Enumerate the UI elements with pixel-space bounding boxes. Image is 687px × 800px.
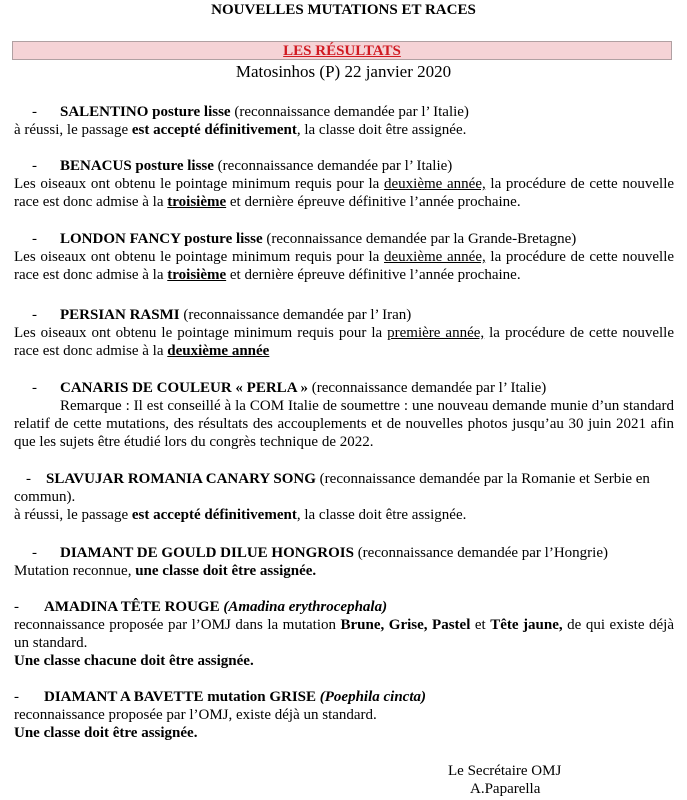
entry-request: (reconnaissance demandée par l’ Italie) [307, 380, 547, 396]
results-banner [12, 41, 672, 60]
entry-decision: Une classe doit être assignée. [14, 725, 198, 741]
entry-diamant-bavette [14, 688, 674, 742]
entry-dash: - [32, 545, 37, 561]
entry-latin-name: (Amadina erythrocephala) [223, 599, 388, 615]
entry-text: à réussi, le passage [14, 122, 132, 138]
entry-text: la procédure de cette nouvelle race est donc admise à la [14, 176, 675, 210]
entry-dash: - [32, 104, 37, 120]
signature-name: A.Paparella [470, 781, 541, 797]
entry-text: et dernière épreuve définitive l’année prochaine. [226, 194, 521, 210]
entry-decision: Une classe chacune doit être assignée. [14, 653, 254, 669]
entry-text: Les oiseaux ont obtenu le pointage minimum requis pour la [14, 176, 385, 192]
entry-stage: troisième [167, 194, 227, 210]
entry-mutations: Brune, Grise, Pastel [340, 617, 471, 633]
entry-name: BENACUS posture lisse [60, 158, 214, 174]
entry-year: deuxième année, [384, 249, 486, 265]
entry-dash: - [32, 158, 37, 174]
entry-stage: troisième [167, 267, 227, 283]
entry-name: DIAMANT A BAVETTE mutation GRISE [44, 689, 320, 705]
entry-name: DIAMANT DE GOULD DILUE HONGROIS [60, 545, 354, 561]
entry-benacus [14, 157, 674, 211]
entry-text: à réussi, le passage [14, 507, 132, 523]
entry-canaris-perla [14, 379, 674, 451]
entry-text: Les oiseaux ont obtenu le pointage minimum requis pour la [14, 325, 388, 341]
location-date: Matosinhos (P) 22 janvier 2020 [235, 62, 452, 81]
entry-request: (reconnaissance demandée par l’ Iran) [179, 307, 412, 323]
entry-decision: est accepté définitivement [131, 122, 297, 138]
results-banner-text: LES RÉSULTATS [283, 43, 401, 59]
entry-remark: Remarque : Il est conseillé à la COM Italie de soumettre : une nouveau demande munie d’un standard relatif de cette mutations, des résultats des accouplements et de nouvelles photos jusqu’au 30 juin 2021 afin que les sujets être étudié lors du congrès technique de 2022. [14, 398, 674, 450]
entry-text: la procédure de cette nouvelle race est donc admise à la [14, 249, 675, 283]
entry-text: Les oiseaux ont obtenu le pointage minimum requis pour la [14, 249, 385, 265]
entry-name: LONDON FANCY posture lisse [60, 231, 263, 247]
entry-request: (reconnaissance demandée par la Grande-Bretagne) [262, 231, 577, 247]
entry-text: reconnaissance proposée par l’OMJ, existe déjà un standard. [14, 707, 377, 723]
page-title: NOUVELLES MUTATIONS ET RACES [211, 2, 476, 18]
entry-request: (reconnaissance demandée par l’Hongrie) [353, 545, 608, 561]
entry-stage: deuxième année [167, 343, 270, 359]
entry-text: reconnaissance proposée par l’OMJ dans la mutation [14, 617, 341, 633]
entry-name: SALENTINO posture lisse [60, 104, 231, 120]
entry-text: et [470, 617, 491, 633]
entry-london-fancy [14, 230, 674, 284]
entry-text: Mutation reconnue, [14, 563, 136, 579]
entry-text: , la classe doit être assignée. [296, 507, 467, 523]
entry-year: première année, [387, 325, 485, 341]
entry-dash: - [32, 307, 37, 323]
entry-latin-name: (Poephila cincta) [319, 689, 426, 705]
entry-persian-rasmi [14, 306, 674, 360]
entry-mutations: Tête jaune, [490, 617, 563, 633]
signature-block [448, 762, 628, 798]
entry-dash: - [26, 471, 31, 487]
entry-dash: - [14, 689, 19, 705]
signature-role: Le Secrétaire OMJ [448, 763, 562, 779]
entry-diamant-gould [14, 544, 674, 580]
entry-amadina [14, 598, 674, 670]
entry-year: deuxième année, [384, 176, 486, 192]
entry-name: PERSIAN RASMI [60, 307, 180, 323]
entry-text: , la classe doit être assignée. [296, 122, 467, 138]
entry-request: (reconnaissance demandée par l’ Italie) [213, 158, 453, 174]
entry-text: de qui existe déjà un standard. [14, 617, 674, 651]
entry-name: AMADINA TÊTE ROUGE [44, 599, 224, 615]
entry-slavujar [14, 470, 674, 524]
entry-salentino [14, 103, 674, 139]
entry-dash: - [32, 231, 37, 247]
entry-dash: - [14, 599, 19, 615]
entry-dash: - [32, 380, 37, 396]
entry-decision: est accepté définitivement [131, 507, 297, 523]
entry-decision: une classe doit être assignée. [135, 563, 317, 579]
entry-request: (reconnaissance demandée par la Romanie et Serbie en commun). [14, 471, 650, 505]
entry-name: SLAVUJAR ROMANIA CANARY SONG [46, 471, 316, 487]
entry-text: et dernière épreuve définitive l’année prochaine. [226, 267, 521, 283]
entry-request: (reconnaissance demandée par l’ Italie) [230, 104, 469, 120]
entry-text: la procédure de cette nouvelle race est donc admise à la [14, 325, 674, 359]
entry-name: CANARIS DE COULEUR « PERLA » [60, 380, 308, 396]
